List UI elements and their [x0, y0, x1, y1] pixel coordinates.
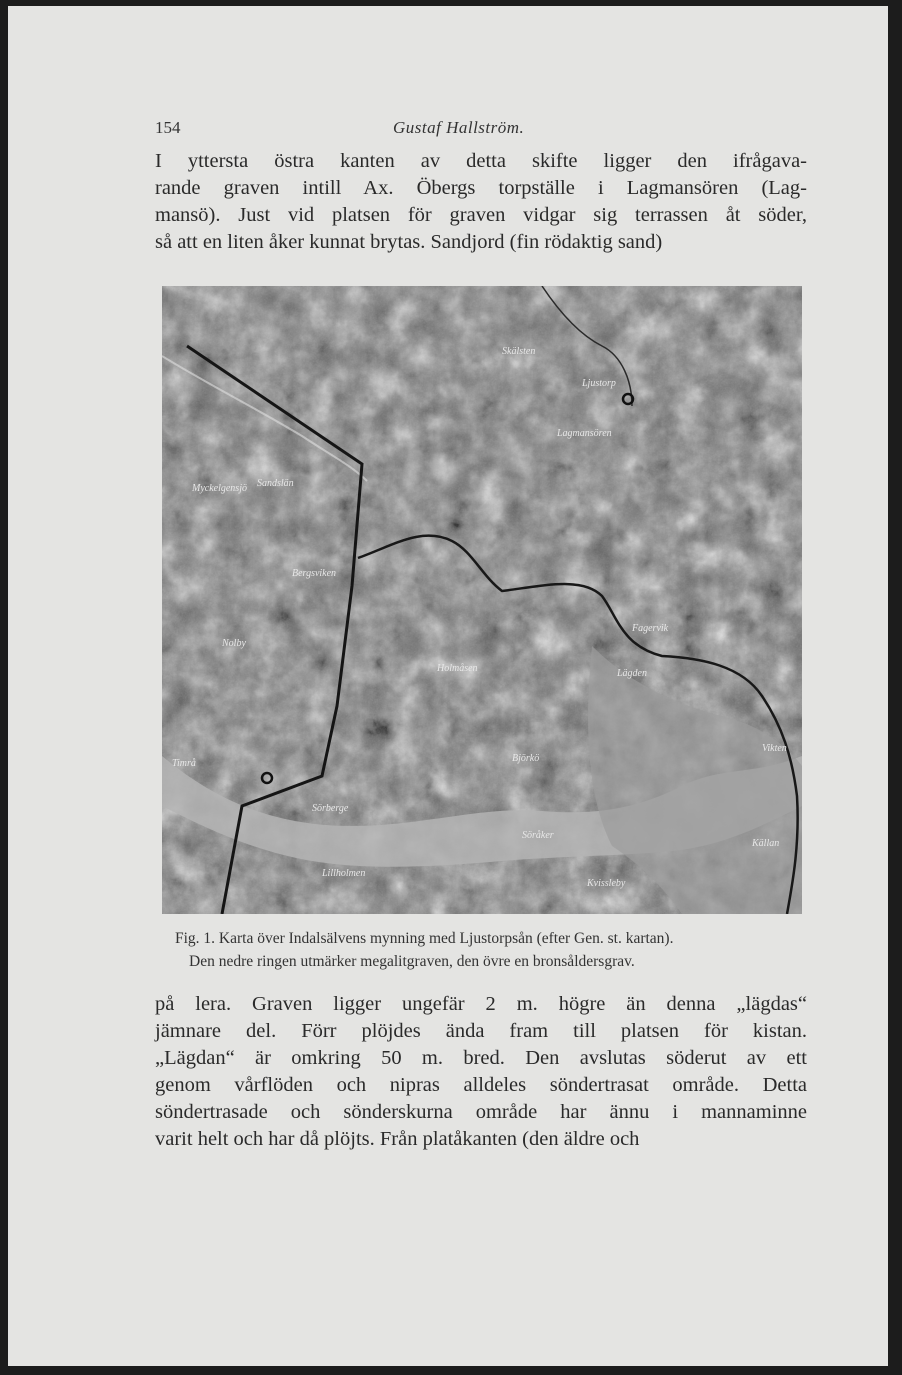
map-label: Timrå: [172, 758, 196, 769]
map-label: Kvissleby: [587, 878, 626, 889]
map-label: Söråker: [522, 830, 554, 841]
map-label: Vikten: [762, 743, 787, 754]
paragraph-bottom: [155, 991, 807, 1153]
map-label: Skälsten: [502, 346, 536, 357]
map-label: Björkö: [512, 753, 540, 764]
text-line: mansö). Just vid platsen för graven vidgar sig terrassen åt söder,: [155, 204, 807, 226]
caption-line: Den nedre ringen utmärker megalitgraven, den övre en bronsåldersgrav.: [189, 953, 635, 970]
page-header: [155, 118, 805, 142]
text-line: „Lägdan“ är omkring 50 m. bred. Den avslutas söderut av ett: [155, 1047, 807, 1069]
text-line: I yttersta östra kanten av detta skifte ligger den ifrågava-: [155, 150, 807, 172]
map-label: Fagervik: [632, 623, 669, 634]
text-line: rande graven intill Ax. Öbergs torpställe i Lagmansören (Lag-: [155, 177, 807, 199]
map-figure: [162, 286, 802, 914]
text-line: genom vårflöden och nipras alldeles söndertrasat område. Detta: [155, 1074, 807, 1096]
map-label: Lillholmen: [322, 868, 366, 879]
text-line: varit helt och har då plöjts. Från platåkanten (den äldre och: [155, 1128, 640, 1150]
map-image: [162, 286, 802, 914]
page-number: 154: [155, 118, 181, 137]
text-line: söndertrasade och sönderskurna område har ännu i mannaminne: [155, 1101, 807, 1123]
figure-caption: [175, 927, 795, 973]
map-label: Källan: [752, 838, 780, 849]
text-line: på lera. Graven ligger ungefär 2 m. högre än denna „lägdas“: [155, 993, 807, 1015]
paragraph-top: [155, 148, 807, 256]
running-head: Gustaf Hallström.: [393, 118, 525, 137]
map-label: Holmåsen: [437, 663, 478, 674]
map-label: Sörberge: [312, 803, 349, 814]
map-label: Lägden: [617, 668, 647, 679]
map-label: Myckelgensjö: [192, 483, 247, 494]
map-label: Ljustorp: [582, 378, 616, 389]
map-label: Nolby: [222, 638, 246, 649]
map-label: Lagmansören: [557, 428, 612, 439]
text-line: så att en liten åker kunnat brytas. Sandjord (fin rödaktig sand): [155, 231, 663, 253]
text-line: jämnare del. Förr plöjdes ända fram till platsen för kistan.: [155, 1020, 807, 1042]
caption-line: Fig. 1. Karta över Indalsälvens mynning med Ljustorpsån (efter Gen. st. kartan).: [175, 930, 674, 947]
map-label: Bergsviken: [292, 568, 337, 579]
map-label: Sandslän: [257, 478, 294, 489]
